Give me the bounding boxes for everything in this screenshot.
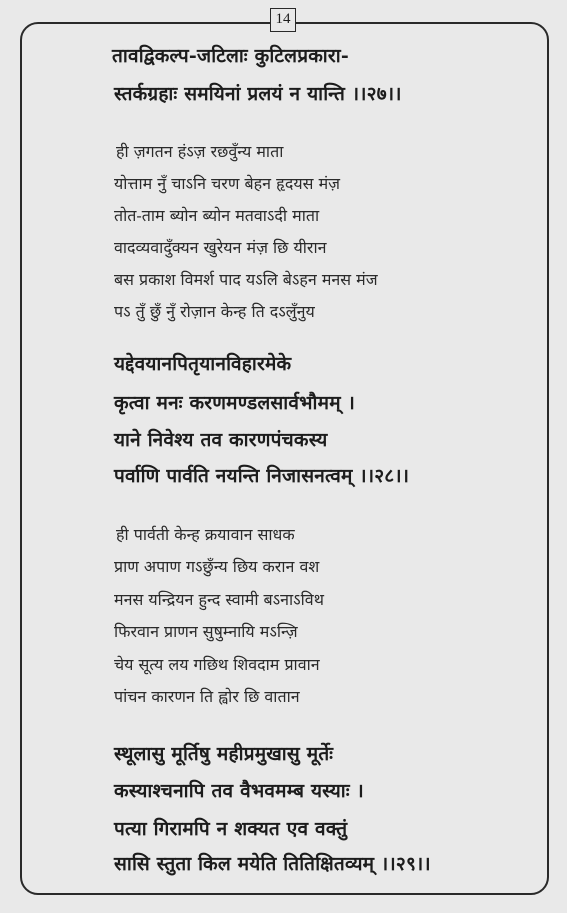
translation-line: वादव्यवादुँक्यन खुरेयन मंज़ छि यीरान <box>114 238 327 257</box>
translation-line: योत्ताम नुँ चाऽनि चरण बेहन हृदयस मंज़ <box>114 174 341 193</box>
verse-line: पर्वाणि पार्वति नयन्ति निजासनत्वम् ।।२८।। <box>114 465 410 487</box>
translation-line: बस प्रकाश विमर्श पाद यऽलि बेऽहन मनस मंज <box>114 270 378 289</box>
verse-line: तावद्विकल्प-जटिलाः कुटिलप्रकारा- <box>112 45 349 67</box>
translation-line: पऽ तुँ छुँ नुँ रोज़ान केन्ह ति दऽलुँनुय <box>114 302 315 321</box>
translation-line: फिरवान प्राणन सुषुम्नायि मऽन्ज़ि <box>114 622 298 641</box>
translation-line: मनस यन्द्रियन हुन्द स्वामी बऽनाऽविथ <box>114 590 324 609</box>
verse-line: स्थूलासु मूर्तिषु महीप्रमुखासु मूर्तेः <box>114 743 334 765</box>
page-number: 14 <box>270 8 296 32</box>
verse-line: पत्या गिरामपि न शक्यत एव वक्तुं <box>114 818 348 840</box>
verse-line: याने निवेश्य तव कारणपंचकस्य <box>114 429 328 451</box>
translation-line: ही ज़गतन हंऽज़ रछवुँन्य माता <box>116 142 284 161</box>
verse-line: यद्देवयानपितृयानविहारमेके <box>114 353 292 375</box>
translation-line: चेय सूत्य लय गछिथ शिवदाम प्रावान <box>114 655 320 674</box>
verse-line: स्तर्कग्रहाः समयिनां प्रलयं न यान्ति ।।२७।। <box>114 83 402 105</box>
translation-line: तोत-ताम ब्योन ब्योन मतवाऽदी माता <box>114 206 320 225</box>
verse-line: कस्याश्चनापि तव वैभवमम्ब यस्याः । <box>114 780 364 802</box>
translation-line: ही पार्वती केन्ह क्रयावान साधक <box>116 525 295 544</box>
verse-line: कृत्वा मनः करणमण्डलसार्वभौमम् । <box>114 392 355 414</box>
verse-line: सासि स्तुता किल मयेति तितिक्षितव्यम् ।।२९।। <box>114 853 431 875</box>
translation-line: प्राण अपाण गऽछुँन्य छिय करान वश <box>114 557 320 576</box>
translation-line: पांचन कारणन ति ह्वोर छि वातान <box>114 687 300 706</box>
